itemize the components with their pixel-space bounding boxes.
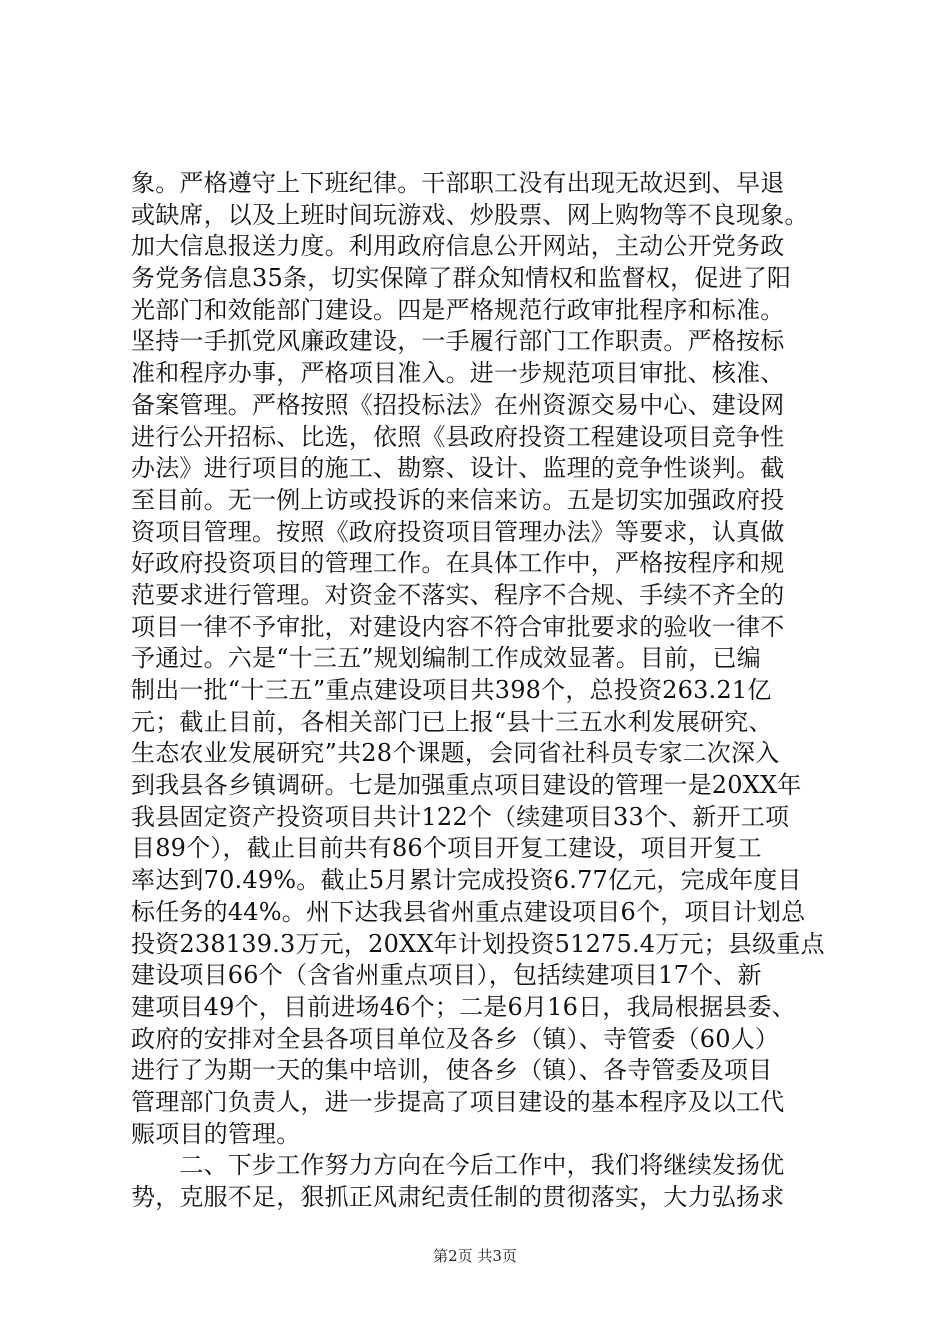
text-line: 二、下步工作努力方向在今后工作中，我们将继续发扬优: [131, 1151, 785, 1180]
text-line: 建设项目66个（含省州重点项目），包括续建项目17个、新: [131, 961, 762, 990]
body-text: [131, 168, 831, 1214]
text-line: 标任务的44%。州下达我县省州重点建设项目6个，项目计划总: [131, 897, 806, 926]
text-line: 元；截止目前，各相关部门已上报“县十三五水利发展研究、: [131, 707, 773, 736]
text-line: 范要求进行管理。对资金不落实、程序不合规、手续不齐全的: [131, 580, 785, 609]
text-line: 办法》进行项目的施工、勘察、设计、监理的竞争性谈判。截: [131, 454, 785, 483]
text-line: 项目一律不予审批，对建设内容不符合审批要求的验收一律不: [131, 612, 785, 641]
text-line: 到我县各乡镇调研。七是加强重点项目建设的管理一是20XX年: [131, 771, 802, 800]
text-line: 予通过。六是“十三五”规划编制工作成效显著。目前，已编: [131, 644, 761, 673]
text-line: 至目前。无一例上访或投诉的来信来访。五是切实加强政府投: [131, 485, 785, 514]
text-line: 政府的安排对全县各项目单位及各乡（镇）、寺管委（60人）: [131, 1024, 780, 1053]
text-line: 目89个），截止目前共有86个项目开复工建设，项目开复工: [131, 834, 762, 863]
text-line: 建项目49个，目前进场46个；二是6月16日，我局根据县委、: [131, 992, 796, 1021]
text-line: 光部门和效能部门建设。四是严格规范行政审批程序和标准。: [131, 295, 785, 324]
text-line: 进行了为期一天的集中培训，使各乡（镇）、各寺管委及项目: [131, 1056, 773, 1085]
page-footer: 第2页 共3页: [433, 1247, 517, 1265]
text-line: 我县固定资产投资项目共计122个（续建项目33个、新开工项: [131, 802, 790, 831]
text-line: 加大信息报送力度。利用政府信息公开网站，主动公开党务政: [131, 232, 785, 261]
text-line: 好政府投资项目的管理工作。在具体工作中，严格按程序和规: [131, 549, 785, 578]
text-line: 率达到70.49%。截止5月累计完成投资6.77亿元，完成年度目: [131, 866, 802, 895]
text-line: 资项目管理。按照《政府投资项目管理办法》等要求，认真做: [131, 517, 785, 546]
text-line: 务党务信息35条，切实保障了群众知情权和监督权，促进了阳: [131, 264, 792, 293]
text-line: 生态农业发展研究”共28个课题，会同省社科员专家二次深入: [131, 739, 780, 768]
text-line: 制出一批“十三五”重点建设项目共398个，总投资263.21亿: [131, 676, 772, 704]
text-line: 势，克服不足，狠抓正风肃纪责任制的贯彻落实，大力弘扬求: [131, 1183, 785, 1211]
text-line: 或缺席，以及上班时间玩游戏、炒股票、网上购物等不良现象。: [131, 200, 809, 229]
text-line: 准和程序办事，严格项目准入。进一步规范项目审批、核准、: [131, 359, 785, 388]
text-line: 进行公开招标、比选，依照《县政府投资工程建设项目竞争性: [131, 422, 785, 451]
text-line: 管理部门负责人，进一步提高了项目建设的基本程序及以工代: [131, 1087, 785, 1116]
text-line: 投资238139.3万元，20XX年计划投资51275.4万元；县级重点: [131, 929, 825, 958]
text-line: 备案管理。严格按照《招投标法》在州资源交易中心、建设网: [131, 390, 785, 419]
text-line: 象。严格遵守上下班纪律。干部职工没有出现无故迟到、早退: [131, 169, 785, 197]
text-line: 坚持一手抓党风廉政建设，一手履行部门工作职责。严格按标: [131, 327, 785, 356]
text-line: 赈项目的管理。: [131, 1119, 301, 1148]
